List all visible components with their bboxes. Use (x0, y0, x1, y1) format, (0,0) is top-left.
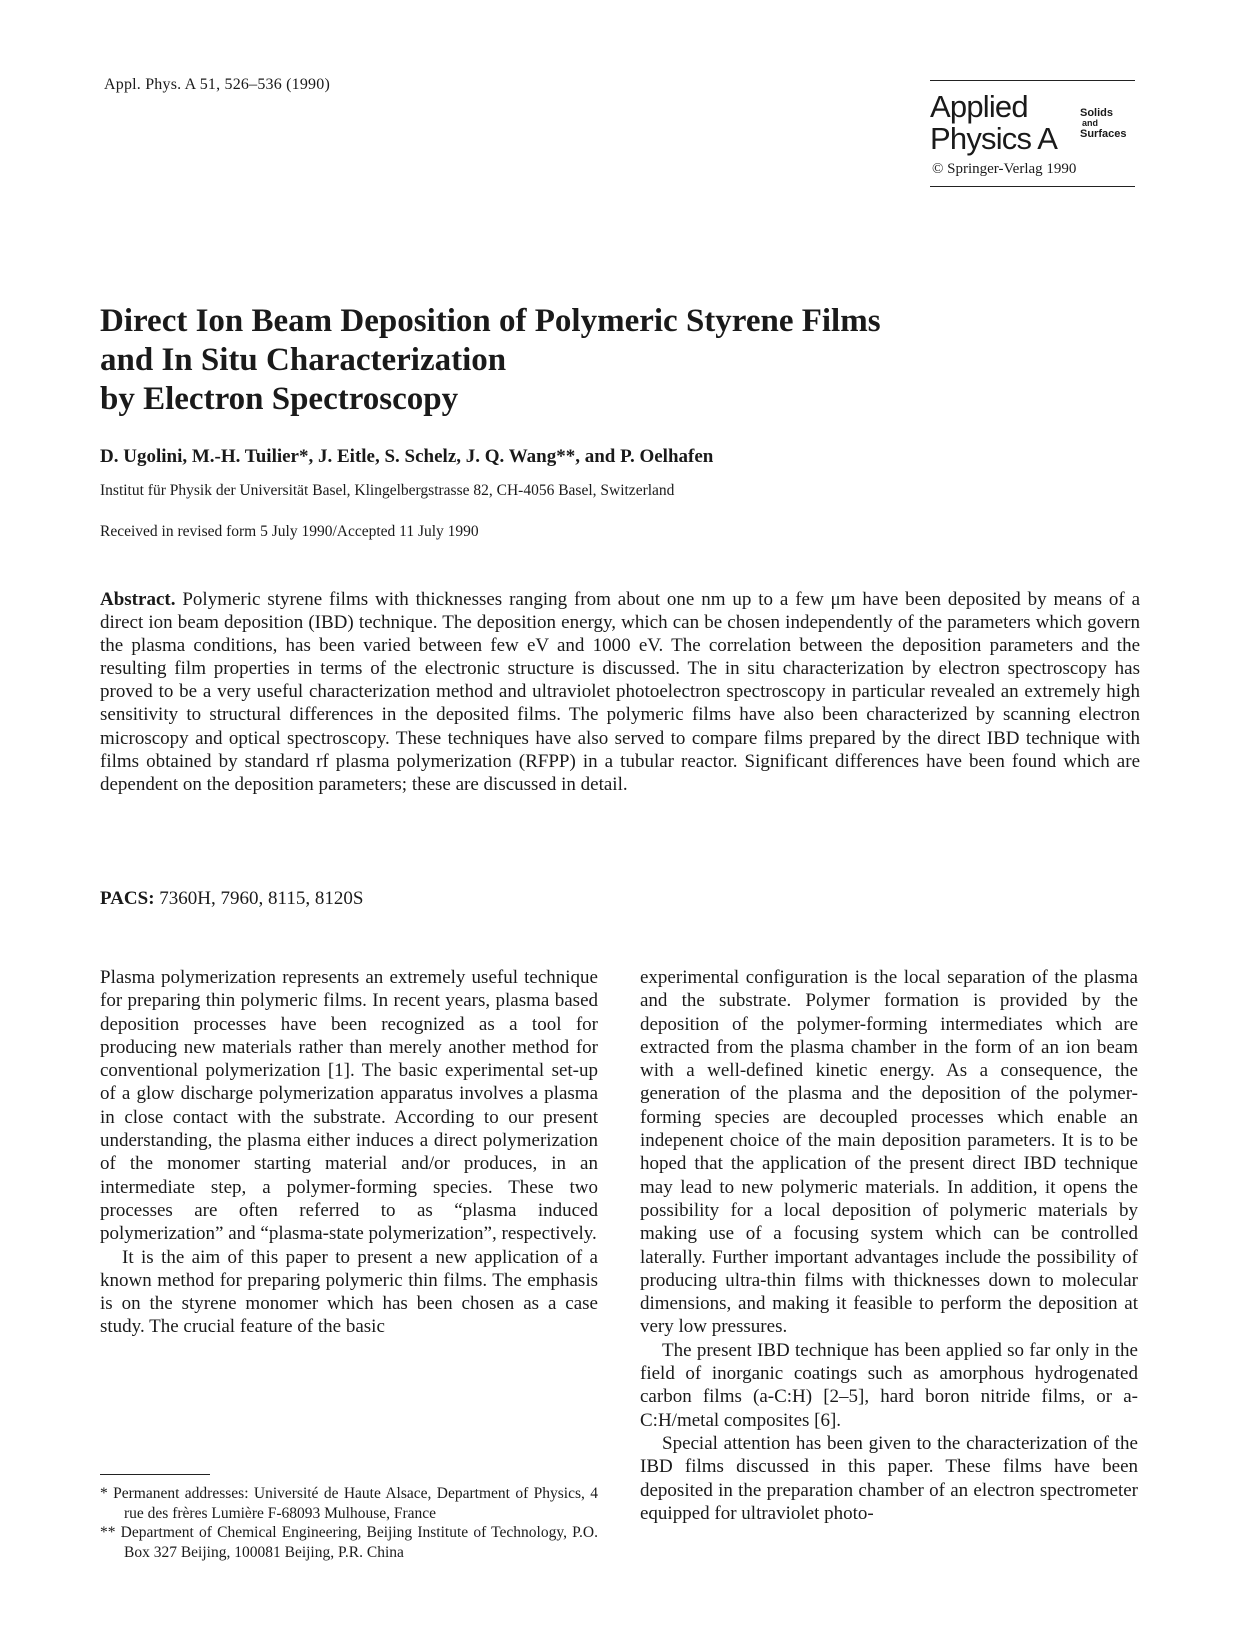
paper-title-line1: Direct Ion Beam Deposition of Polymeric Styrene Films (100, 303, 881, 339)
journal-name-line1: Applied (930, 89, 1028, 124)
footnote: * Permanent addresses: Université de Haute Alsace, Department of Physics, 4 rue des frères Lumière F-68093 Mulhouse, France (100, 1485, 598, 1522)
pacs-codes: 7360H, 7960, 8115, 8120S (159, 888, 364, 909)
journal-logo (930, 85, 1135, 157)
authors: D. Ugolini, M.-H. Tuilier*, J. Eitle, S. Schelz, J. Q. Wang**, and P. Oelhafen (100, 446, 714, 467)
copyright: © Springer-Verlag 1990 (932, 161, 1077, 177)
paragraph: The present IBD technique has been applied so far only in the field of inorganic coatings such as amorphous hydrogenated carbon films (a-C:H) [2–5], hard boron nitride films, or a-C:H/metal composites [6]. (640, 1339, 1138, 1431)
journal-name-line2: Physics A (930, 121, 1058, 156)
paragraph: Special attention has been given to the characterization of the IBD films discussed in this paper. These films have been deposited in the preparation chamber of an electron spectrometer equipped for ultraviolet photo- (640, 1432, 1138, 1524)
pacs-label: PACS: (100, 888, 155, 909)
paper-title-line2: and In Situ Characterization (100, 342, 507, 378)
journal-section-surfaces: Surfaces (1080, 128, 1127, 140)
received-dates: Received in revised form 5 July 1990/Accepted 11 July 1990 (100, 523, 479, 540)
paragraph: Plasma polymerization represents an extremely useful technique for preparing thin polymeric films. In recent years, plasma based deposition processes have been recognized as a tool for producing new materials rather than merely another method for conventional polymerization [1]. The basic experimental set-up of a glow discharge polymerization apparatus involves a plasma in close contact with the substrate. According to our present understanding, the plasma either induces a direct polymerization of the monomer starting material and/or produces, in an intermediate step, a polymer-forming species. These two processes are often referred to as “plasma induced polymerization” and “plasma-state polymerization”, respectively. (100, 967, 598, 1245)
journal-section (1080, 107, 1126, 140)
footnote: ** Department of Chemical Engineering, Beijing Institute of Technology, P.O. Box 327 Beijing, 100081 Beijing, P.R. China (100, 1524, 598, 1561)
paragraph: It is the aim of this paper to present a new application of a known method for preparing polymeric thin films. The emphasis is on the styrene monomer which has been chosen as a case study. The crucial feature of the basic (100, 1246, 598, 1338)
body-column-right (640, 966, 1138, 1525)
affiliation: Institut für Physik der Universität Basel, Klingelbergstrasse 82, CH-4056 Basel, Switzerland (100, 482, 675, 499)
journal-citation: Appl. Phys. A 51, 526–536 (1990) (104, 76, 330, 93)
paper-title-line3: by Electron Spectroscopy (100, 381, 459, 417)
abstract-label: Abstract. (100, 589, 176, 610)
footnote-divider (100, 1474, 210, 1475)
abstract-text: Polymeric styrene films with thicknesses ranging from about one nm up to a few μm have been deposited by means of a direct ion beam deposition (IBD) technique. The deposition energy, which can be chosen independently of the parameters which govern the plasma conditions, has been varied between few eV and 1000 eV. The correlation between the deposition parameters and the resulting film properties in terms of the electronic structure is discussed. The in situ characterization by electron spectroscopy has proved to be a very useful characterization method and ultraviolet photoelectron spectroscopy in particular revealed an extremely high sensitivity to structural differences in the deposited films. The polymeric films have also been characterized by scanning electron microscopy and optical spectroscopy. These techniques have also served to compare films prepared by the direct IBD technique with films obtained by standard rf plasma polymerization (RFPP) in a tubular reactor. Significant differences have been found which are dependent on the deposition parameters; these are discussed in detail. (100, 589, 1141, 795)
paragraph: experimental configuration is the local separation of the plasma and the substrate. Polymer formation is provided by the deposition of the polymer-forming intermediates which are extracted from the plasma chamber in the form of an ion beam with a well-defined kinetic energy. As a consequence, the generation of the plasma and the deposition of the polymer-forming species are decoupled processes which enable an indepenent choice of the main deposition parameters. It is to be hoped that the application of the present direct IBD technique may lead to new polymeric materials. In addition, it opens the possibility for a local deposition of polymeric materials by making use of a focusing system which can be controlled laterally. Further important advantages include the possibility of producing ultra-thin films with thicknesses down to molecular dimensions, and making it feasible to perform the deposition at very low pressures. (640, 967, 1138, 1338)
abstract (100, 588, 1140, 796)
footnotes (100, 1484, 598, 1562)
body-column-left (100, 966, 598, 1339)
journal-logo-block (930, 80, 1135, 187)
logo-bottom-rule (930, 186, 1135, 187)
journal-section-solids: Solids (1080, 107, 1114, 119)
logo-top-rule (930, 80, 1135, 81)
pacs (100, 888, 363, 910)
journal-section-and: and (1082, 118, 1099, 128)
paper-title (100, 302, 1000, 419)
